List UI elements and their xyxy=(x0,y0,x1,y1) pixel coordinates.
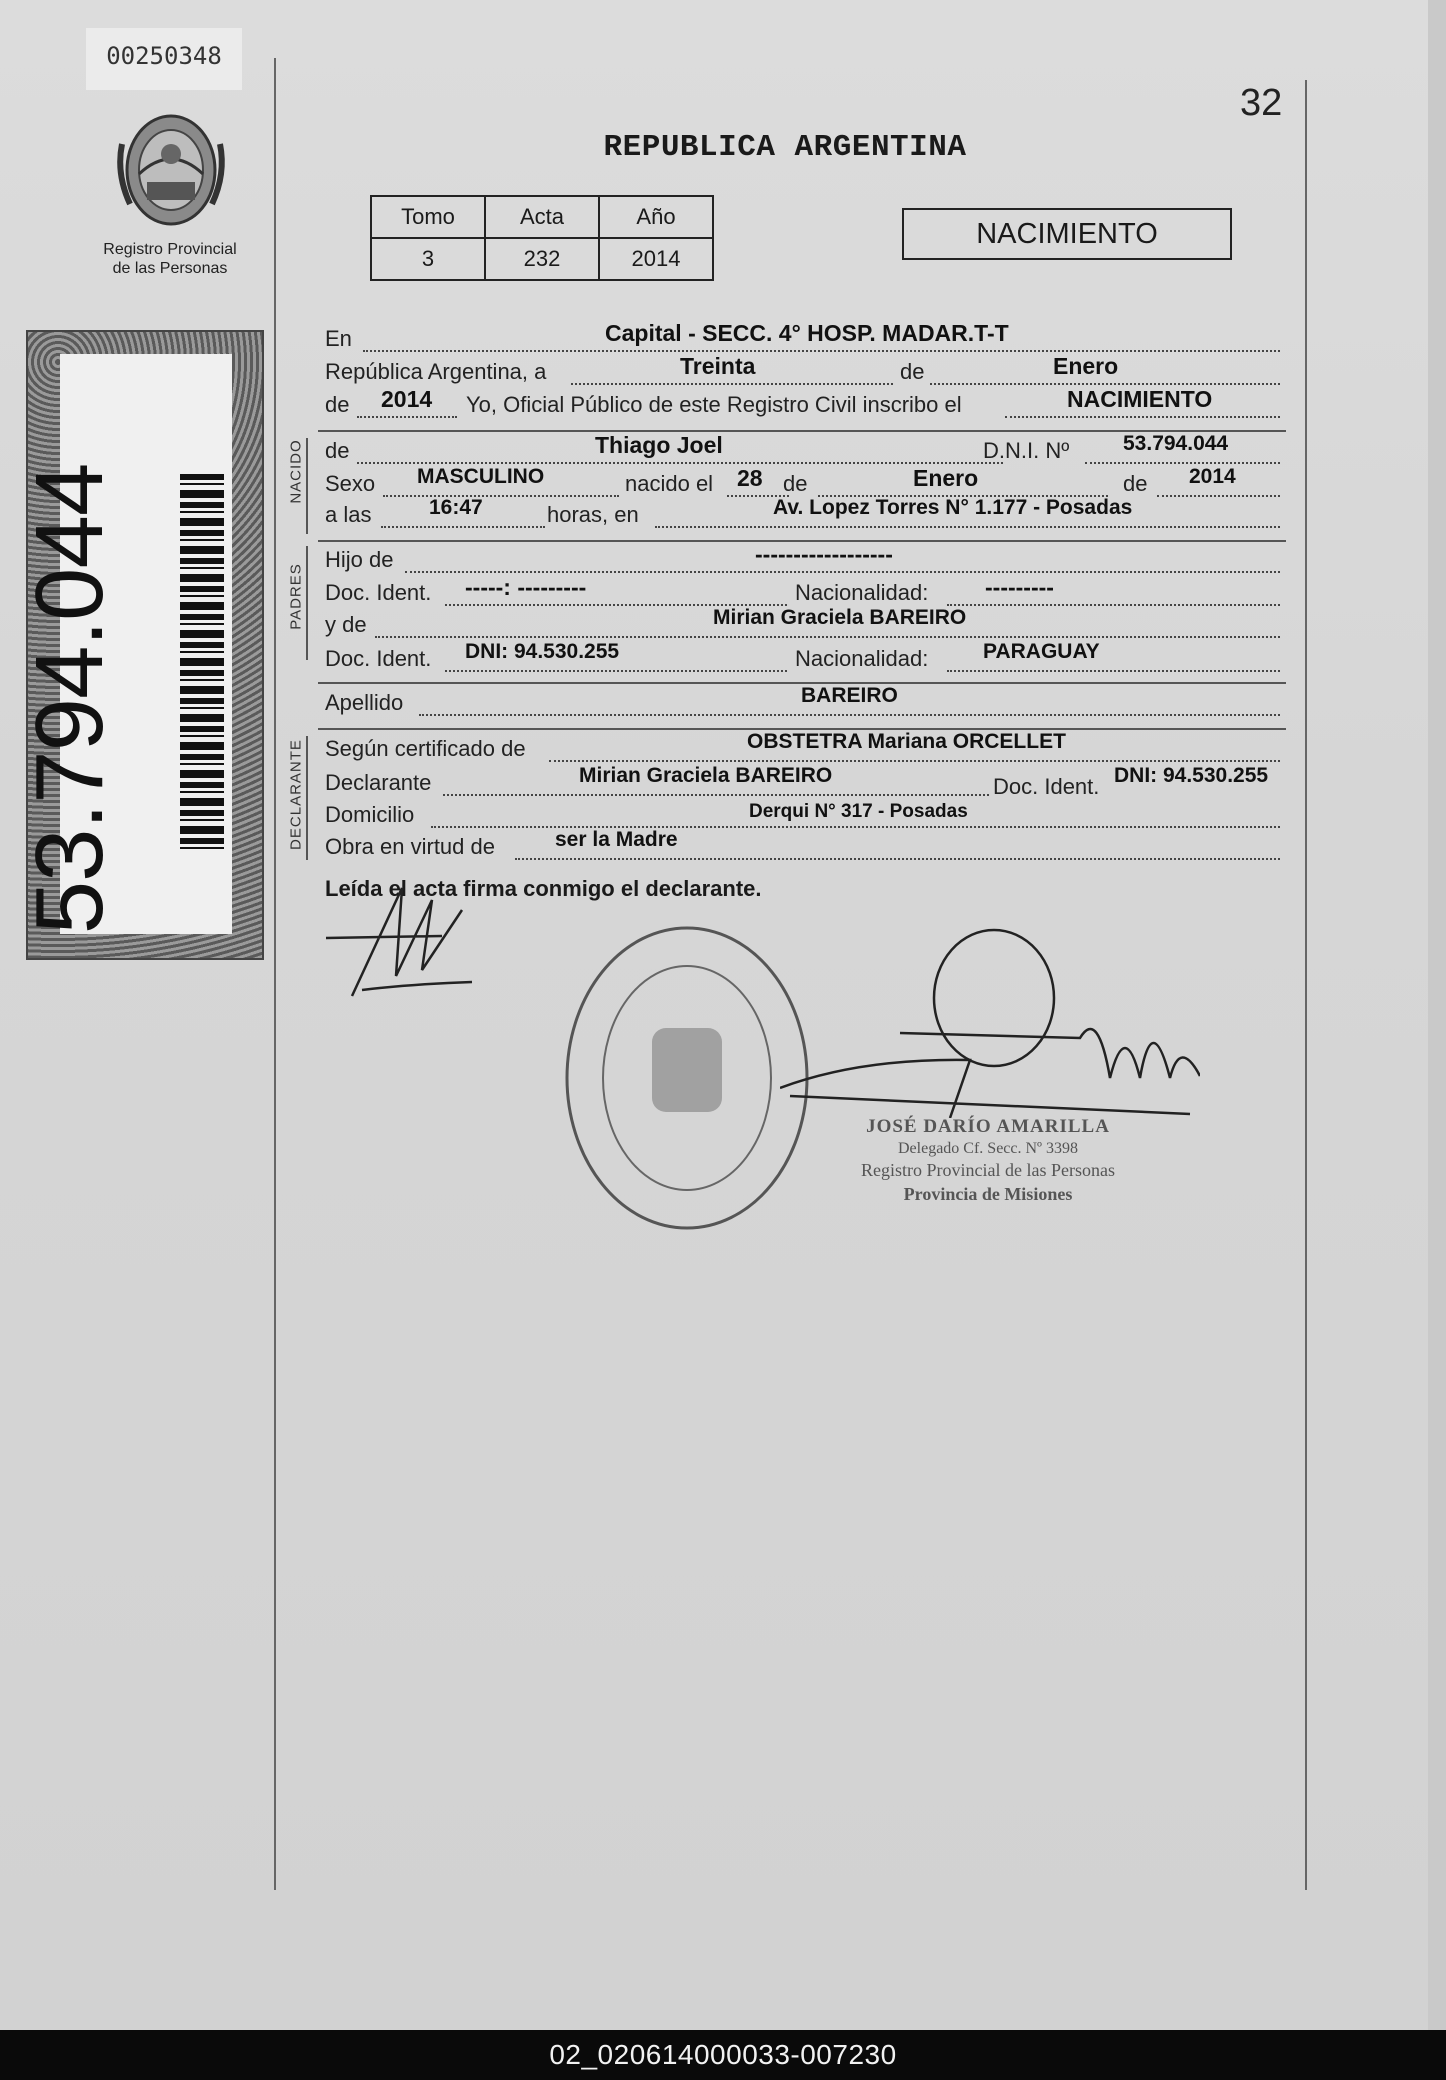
id-number-strip xyxy=(16,330,264,960)
right-margin-line xyxy=(1305,80,1307,1890)
inscribo-value: NACIMIENTO xyxy=(1067,386,1213,412)
acta-value: 232 xyxy=(485,238,599,280)
republica-label: República Argentina, a xyxy=(325,359,547,384)
month-value: Enero xyxy=(1053,353,1119,379)
father-name: ------------------ xyxy=(755,541,893,567)
province-crest-icon xyxy=(112,104,230,234)
registry-line1: Registro Provincial xyxy=(103,241,237,258)
day-value: Treinta xyxy=(680,353,756,379)
birth-month: Enero xyxy=(913,465,979,491)
apellido-row xyxy=(325,684,1285,722)
decl-label: Declarante xyxy=(325,770,432,795)
closing-text: Leída el acta firma conmigo el declarante. xyxy=(325,876,762,901)
en-label: En xyxy=(325,326,352,351)
left-margin-line xyxy=(274,58,276,1890)
nacido-bar xyxy=(306,438,308,534)
id-card xyxy=(16,354,232,935)
hijo-label: Hijo de xyxy=(325,547,394,572)
sexo-label: Sexo xyxy=(325,471,376,496)
country-title: REPUBLICA ARGENTINA xyxy=(603,130,967,165)
dni-label: D.N.I. Nº xyxy=(983,438,1070,463)
cert-label: Según certificado de xyxy=(325,736,526,761)
en-row xyxy=(325,320,1285,358)
padres-side-label: PADRES xyxy=(287,563,305,630)
en-value: Capital - SECC. 4° HOSP. MADAR.T-T xyxy=(605,320,1009,346)
mother-nationality: PARAGUAY xyxy=(983,640,1100,663)
alas-label: a las xyxy=(325,502,372,527)
nacido-de-label: de xyxy=(325,438,350,463)
nacido-el-label: nacido el xyxy=(625,471,714,496)
decl-doc-label: Doc. Ident. xyxy=(993,774,1100,799)
tomo-header: Tomo xyxy=(371,196,485,238)
officer-signature xyxy=(780,928,1200,1118)
anio-header: Año xyxy=(599,196,713,238)
father-doc: -----: --------- xyxy=(465,574,587,600)
cert-value: OBSTETRA Mariana ORCELLET xyxy=(747,730,1066,753)
sexo-value: MASCULINO xyxy=(417,465,545,488)
dom-row xyxy=(325,802,1285,834)
apellido-value: BAREIRO xyxy=(801,684,898,707)
child-dni: 53.794.044 xyxy=(1123,432,1229,455)
doc2-row xyxy=(325,640,1285,678)
birth-day: 28 xyxy=(737,465,763,491)
year-value: 2014 xyxy=(381,386,433,412)
birth-place: Av. Lopez Torres N° 1.177 - Posadas xyxy=(773,496,1133,519)
hora-row xyxy=(325,496,1285,534)
nacido-side-label: NACIDO xyxy=(287,439,305,504)
anio-value: 2014 xyxy=(599,238,713,280)
decl-row xyxy=(325,764,1285,802)
official-seal-icon xyxy=(560,918,814,1238)
de-label-3: de xyxy=(1123,471,1148,496)
mother-name: Mirian Graciela BAREIRO xyxy=(713,606,967,629)
mother-doc: DNI: 94.530.255 xyxy=(465,640,620,663)
obra-label: Obra en virtud de xyxy=(325,834,495,859)
officer-office: Registro Provincial de las Personas xyxy=(861,1160,1115,1180)
officer-province: Provincia de Misiones xyxy=(903,1184,1073,1204)
obra-value: ser la Madre xyxy=(555,828,678,851)
dom-value: Derqui N° 317 - Posadas xyxy=(749,801,968,822)
birth-time: 16:47 xyxy=(429,496,483,519)
horas-label: horas, en xyxy=(547,502,639,527)
father-nationality: --------- xyxy=(985,574,1054,600)
declarant-signature xyxy=(322,880,482,1004)
inscribo-row xyxy=(325,386,1285,424)
registry-line2: de las Personas xyxy=(112,260,228,277)
registry-label xyxy=(90,240,250,278)
padres-bar xyxy=(306,546,308,660)
obra-row xyxy=(325,828,1285,866)
id-number: 53.794.044 xyxy=(16,463,123,935)
scan-footer-code: 02_020614000033-007230 xyxy=(0,2030,1446,2080)
dom-label: Domicilio xyxy=(325,802,415,827)
officer-name: JOSÉ DARÍO AMARILLA xyxy=(866,1116,1110,1137)
apellido-label: Apellido xyxy=(325,690,404,715)
child-name: Thiago Joel xyxy=(595,432,723,458)
record-table xyxy=(370,195,714,281)
tomo-value: 3 xyxy=(371,238,485,280)
doc2-label: Doc. Ident. xyxy=(325,646,432,671)
nac2-label: Nacionalidad: xyxy=(795,646,929,671)
de2-label: de xyxy=(325,392,350,417)
birth-year: 2014 xyxy=(1189,465,1236,488)
doc1-label: Doc. Ident. xyxy=(325,580,432,605)
inscribo-label: Yo, Oficial Público de este Registro Civil inscribo el xyxy=(466,392,962,417)
serial-number: 00250348 xyxy=(86,28,242,90)
record-type-box: NACIMIENTO xyxy=(902,208,1232,260)
de-label-2: de xyxy=(783,471,808,496)
declarante-bar xyxy=(306,736,308,860)
declarante-side-label: DECLARANTE xyxy=(287,739,305,850)
yde-label: y de xyxy=(325,612,367,637)
de-label: de xyxy=(900,359,925,384)
page-number: 32 xyxy=(1240,82,1283,124)
decl-value: Mirian Graciela BAREIRO xyxy=(579,764,833,787)
nac1-label: Nacionalidad: xyxy=(795,580,929,605)
barcode xyxy=(180,474,224,854)
officer-title: Delegado Cf. Secc. Nº 3398 xyxy=(897,1140,1079,1157)
decl-doc-value: DNI: 94.530.255 xyxy=(1114,764,1269,787)
acta-header: Acta xyxy=(485,196,599,238)
